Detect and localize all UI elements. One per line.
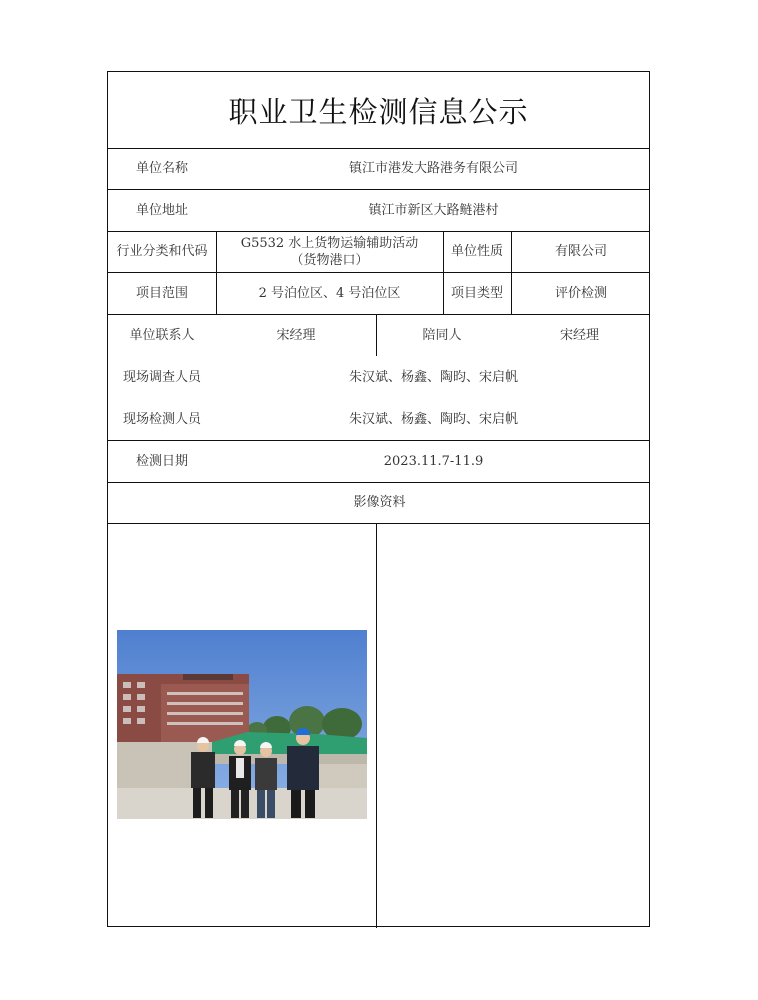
escort-value: 宋经理 <box>559 327 599 343</box>
rooftop-sign <box>183 674 233 680</box>
test-date-label: 检测日期 <box>135 453 188 469</box>
project-type-value: 评价检测 <box>554 285 607 301</box>
site-photo <box>117 630 367 819</box>
industry-value-line1: G5532 水上货物运输辅助活动 <box>240 235 419 251</box>
media-header: 影像资料 <box>353 495 406 510</box>
industry-value <box>216 231 443 272</box>
survey-staff-label: 现场调查人员 <box>122 369 201 385</box>
project-scope-value: 2 号泊位区、4 号泊位区 <box>258 285 401 301</box>
row-divider <box>108 523 649 524</box>
unit-name-value: 镇江市港发大路港务有限公司 <box>348 161 518 176</box>
test-staff-label: 现场检测人员 <box>122 411 201 427</box>
unit-nature-label: 单位性质 <box>450 244 503 259</box>
escort-label: 陪同人 <box>422 327 462 343</box>
contact-value: 宋经理 <box>276 327 316 343</box>
project-type-label: 项目类型 <box>450 285 503 301</box>
test-date-value: 2023.11.7-11.9 <box>383 453 484 469</box>
test-staff-value: 朱汉斌、杨鑫、陶昀、宋启帆 <box>348 411 518 427</box>
page-title: 职业卫生检测信息公示 <box>228 94 529 129</box>
industry-label: 行业分类和代码 <box>116 244 208 259</box>
disclosure-form <box>107 71 650 927</box>
industry-value-line2: （货物港口） <box>290 252 369 268</box>
survey-staff-value: 朱汉斌、杨鑫、陶昀、宋启帆 <box>348 369 518 385</box>
column-divider <box>376 523 377 928</box>
unit-nature-value: 有限公司 <box>554 244 607 259</box>
unit-address-label: 单位地址 <box>135 202 188 218</box>
unit-name-label: 单位名称 <box>135 161 188 176</box>
unit-address-value: 镇江市新区大路鲢港村 <box>368 202 499 218</box>
contact-label: 单位联系人 <box>129 327 195 343</box>
site-photo-image <box>117 630 367 819</box>
project-scope-label: 项目范围 <box>135 285 188 301</box>
